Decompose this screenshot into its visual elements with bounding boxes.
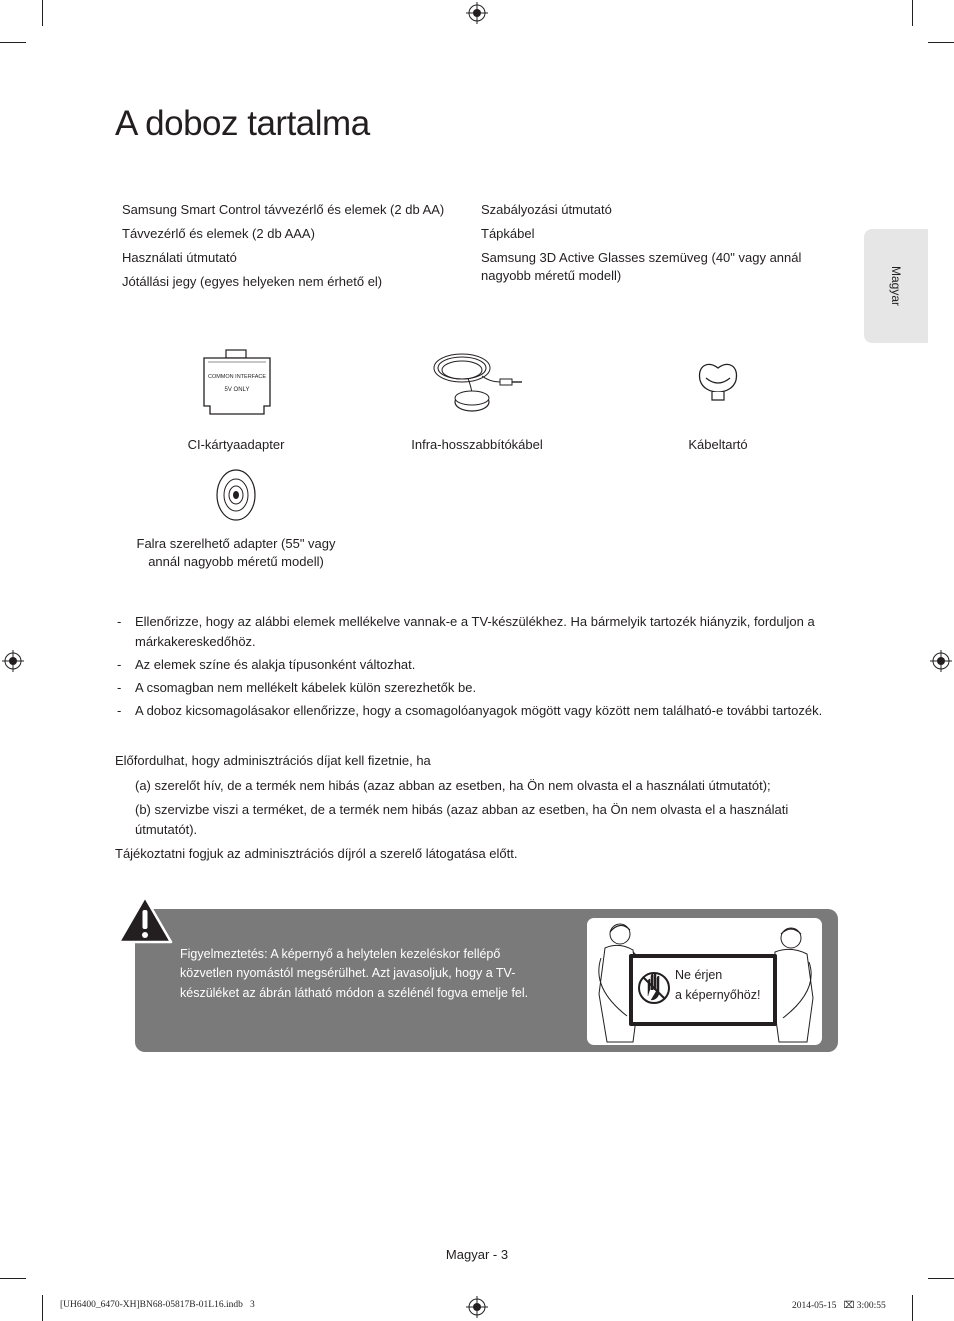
warning-body: : A képernyő a helytelen kezeléskor fellépő közvetlen nyomástól megsérülhet. Azt javasoljuk, hogy a TV-készüléket az ábrán látható módon a szélénél fogva emelje fel. [180, 947, 529, 1000]
ci-card-text-1: COMMON INTERFACE [207, 374, 267, 380]
contents-list-right [481, 201, 826, 291]
list-item: Szabályozási útmutató [481, 202, 612, 217]
warning-illustration [587, 918, 822, 1045]
note-item: - A doboz kicsomagolásakor ellenőrizze, hogy a csomagolóanyagok mögött vagy között nem található-e további tartozék. [117, 701, 837, 721]
list-item: Samsung 3D Active Glasses szemüveg (40" vagy annál nagyobb méretű modell) [481, 249, 802, 284]
registration-mark-icon [2, 650, 24, 672]
admin-outro: Tájékoztatni fogjuk az adminisztrációs díjról a szerelő látogatása előtt. [115, 846, 518, 861]
list-item: Használati útmutató [122, 249, 237, 265]
list-item: Samsung Smart Control távvezérlő és elemek (2 db AA) [122, 202, 445, 217]
figure-label: Kábeltartó [688, 437, 748, 452]
registration-mark-icon [930, 650, 952, 672]
crop-mark [912, 1295, 913, 1321]
figure-label: CI-kártyaadapter [187, 437, 285, 452]
warning-heading: Figyelmeztetés [180, 947, 265, 961]
note-item: - Az elemek színe és alakja típusonként változhat. [117, 655, 837, 675]
admin-fee-section [115, 751, 835, 864]
admin-case-b: (b) szervizbe viszi a terméket, de a termék nem hibás (azaz abban az esetben, ha Ön nem olvasta el a használati útmutatót). [135, 802, 789, 837]
figure-label: Falra szerelhető adapter (55" vagy annál nagyobb méretű modell) [136, 536, 336, 569]
registration-mark-icon [466, 2, 488, 24]
sign-line-1: Ne érjen [675, 968, 723, 982]
cable-holder-image [694, 358, 742, 406]
crop-mark [928, 42, 954, 43]
note-item: - A csomagban nem mellékelt kábelek külön szerezhetők be. [117, 678, 837, 698]
crop-mark [42, 1295, 43, 1321]
print-timestamp: 2014-05-15 ⌧ 3:00:55 [792, 1301, 886, 1311]
sign-line-2: a képernyőhöz! [675, 988, 761, 1002]
page-title: A doboz tartalma [115, 104, 370, 143]
list-item: Jótállási jegy (egyes helyeken nem érhető el) [122, 273, 383, 289]
crop-mark [42, 0, 43, 26]
list-item: Tápkábel [481, 225, 535, 241]
note-item: - Ellenőrizze, hogy az alábbi elemek mellékelve vannak-e a TV-készülékhez. Ha bármelyik tartozék hiányzik, forduljon a márkakereskedőhöz. [117, 612, 837, 651]
admin-intro: Előfordulhat, hogy adminisztrációs díjat kell fizetnie, ha [115, 753, 431, 768]
file-info: [UH6400_6470-XH]BN68-05817B-01L16.indb 3 [60, 1300, 255, 1310]
warning-text [180, 945, 550, 1003]
ci-card-adapter-image [198, 348, 276, 418]
crop-mark [912, 0, 913, 26]
page-number: Magyar - 3 [445, 1247, 509, 1262]
list-item: Távvezérlő és elemek (2 db AAA) [122, 225, 315, 241]
crop-mark [928, 1278, 954, 1279]
ir-extender-cable-image [428, 346, 526, 416]
language-tab [864, 229, 928, 343]
crop-mark [0, 42, 26, 43]
wall-mount-adapter-image [214, 468, 258, 522]
admin-case-a: (a) szerelőt hív, de a termék nem hibás (azaz abban az esetben, ha Ön nem olvasta el a használati útmutatót); [135, 777, 771, 793]
sign-text [675, 965, 760, 1005]
warning-triangle-icon [117, 895, 173, 945]
ci-card-text-2: 5V ONLY [224, 387, 250, 393]
notes-list [117, 612, 837, 724]
crop-mark [0, 1278, 26, 1279]
registration-mark-icon [466, 1296, 488, 1318]
contents-list-left [122, 201, 462, 297]
language-tab-label: Magyar [889, 265, 903, 307]
figure-label: Infra-hosszabbítókábel [411, 437, 543, 452]
